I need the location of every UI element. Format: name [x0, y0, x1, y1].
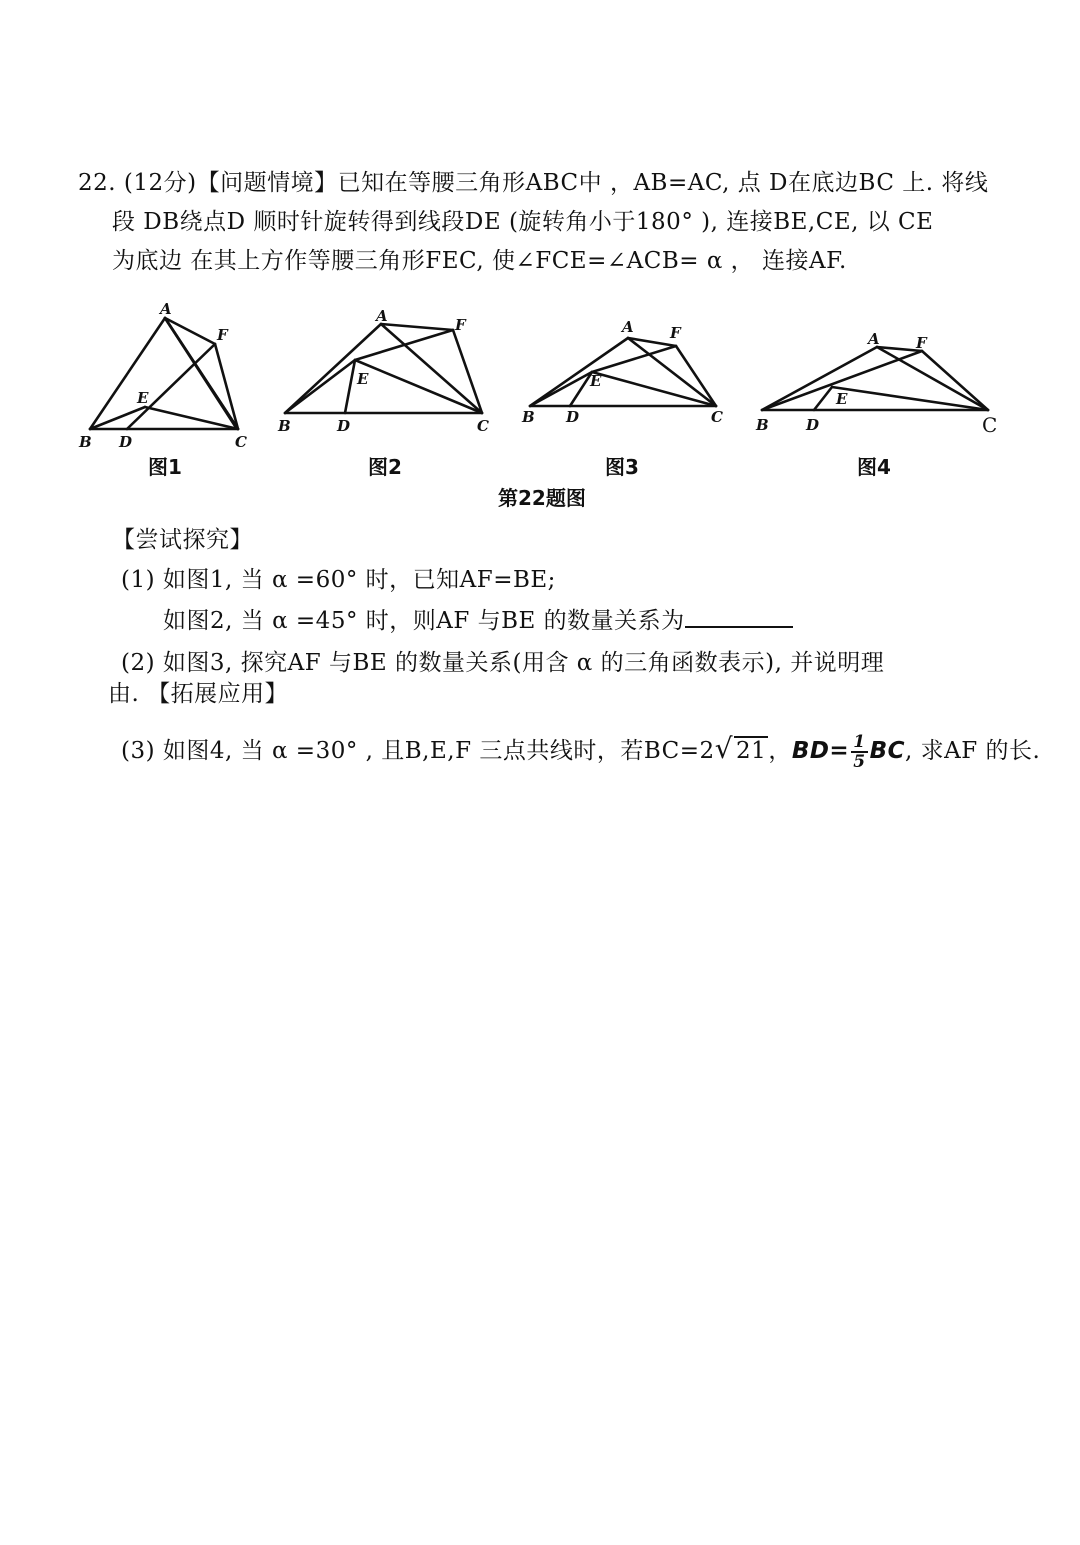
segment-ce: [355, 360, 482, 413]
question-3-text: (3) 如图4, 当 α =30° , 且B,E,F 三点共线时，若BC=2: [121, 738, 715, 764]
label-c: C: [711, 408, 723, 426]
caption-fig-2: 图2: [368, 455, 402, 479]
problem-line-2: 段 DB绕点D 顺时针旋转得到线段DE (旋转角小于180° ), 连接BE,CE, 以 CE: [112, 209, 934, 235]
label-a: A: [160, 300, 172, 318]
question-1-part-b-text: 如图2, 当 α =45° 时，则AF 与BE 的数量关系为: [163, 608, 685, 634]
bd-label: BD=: [791, 738, 850, 764]
caption-fig-3: 图3: [605, 455, 639, 479]
label-b: B: [278, 417, 291, 435]
segment-ab: [530, 338, 628, 406]
caption-fig-1: 图1: [148, 455, 182, 479]
sqrt-radicand: 21: [736, 738, 767, 764]
segment-ef: [592, 346, 676, 372]
label-e: E: [590, 372, 602, 390]
label-b: B: [756, 416, 769, 434]
label-a: A: [376, 307, 388, 325]
radical-sign: √: [714, 732, 734, 765]
label-a: A: [622, 318, 634, 336]
question-2-line-1: (2) 如图3, 探究AF 与BE 的数量关系(用含 α 的三角函数表示), 并说明理: [121, 650, 885, 676]
question-2-line-2: 由. 【拓展应用】: [108, 681, 289, 707]
explore-heading: 【尝试探究】: [112, 527, 253, 553]
problem-line-1: 22. (12分)【问题情境】已知在等腰三角形ABC中 ，AB=AC, 点 D在底边BC 上. 将线: [78, 170, 989, 196]
fraction-denominator: 5: [853, 752, 866, 772]
label-c: C: [477, 417, 489, 435]
question-3-tail: , 求AF 的长.: [904, 738, 1041, 764]
segment-be: [530, 372, 592, 406]
label-f: F: [217, 326, 228, 344]
fraction-one-fifth: [851, 733, 867, 771]
segment-ab: [762, 347, 877, 410]
label-c: C: [235, 433, 247, 451]
figure-3: [518, 310, 733, 430]
label-b: B: [79, 433, 92, 451]
segment-ab: [285, 324, 381, 413]
label-b: B: [522, 408, 535, 426]
label-d: D: [337, 417, 351, 435]
label-e: E: [357, 370, 369, 388]
caption-fig-4: 图4: [857, 455, 891, 479]
label-d: D: [119, 433, 133, 451]
figure-1: [75, 300, 265, 460]
question-1-part-b: [163, 604, 793, 636]
label-d: D: [806, 416, 820, 434]
label-c: C: [982, 413, 998, 437]
question-3-comma: ，: [768, 738, 792, 764]
segment-af: [381, 324, 453, 330]
answer-blank: [685, 604, 793, 628]
label-e: E: [836, 390, 848, 408]
bc-label: BC: [869, 738, 905, 764]
segment-fc: [215, 344, 238, 429]
fraction-numerator: 1: [853, 732, 866, 752]
figure-title: 第22题图: [498, 486, 586, 510]
label-f: F: [670, 324, 681, 342]
label-e: E: [137, 389, 149, 407]
figure-4: [752, 320, 1007, 440]
question-3: [121, 733, 1040, 771]
label-f: F: [455, 316, 466, 334]
segment-ab: [90, 318, 165, 429]
label-a: A: [868, 330, 880, 348]
label-d: D: [566, 408, 580, 426]
segment-be: [285, 360, 355, 413]
question-1-part-a: (1) 如图1, 当 α =60° 时，已知AF=BE;: [121, 567, 556, 593]
problem-line-3: 为底边 在其上方作等腰三角形FEC, 使∠FCE=∠ACB= α ， 连接AF.: [112, 248, 847, 274]
figure-2: [275, 300, 505, 440]
label-f: F: [916, 334, 927, 352]
